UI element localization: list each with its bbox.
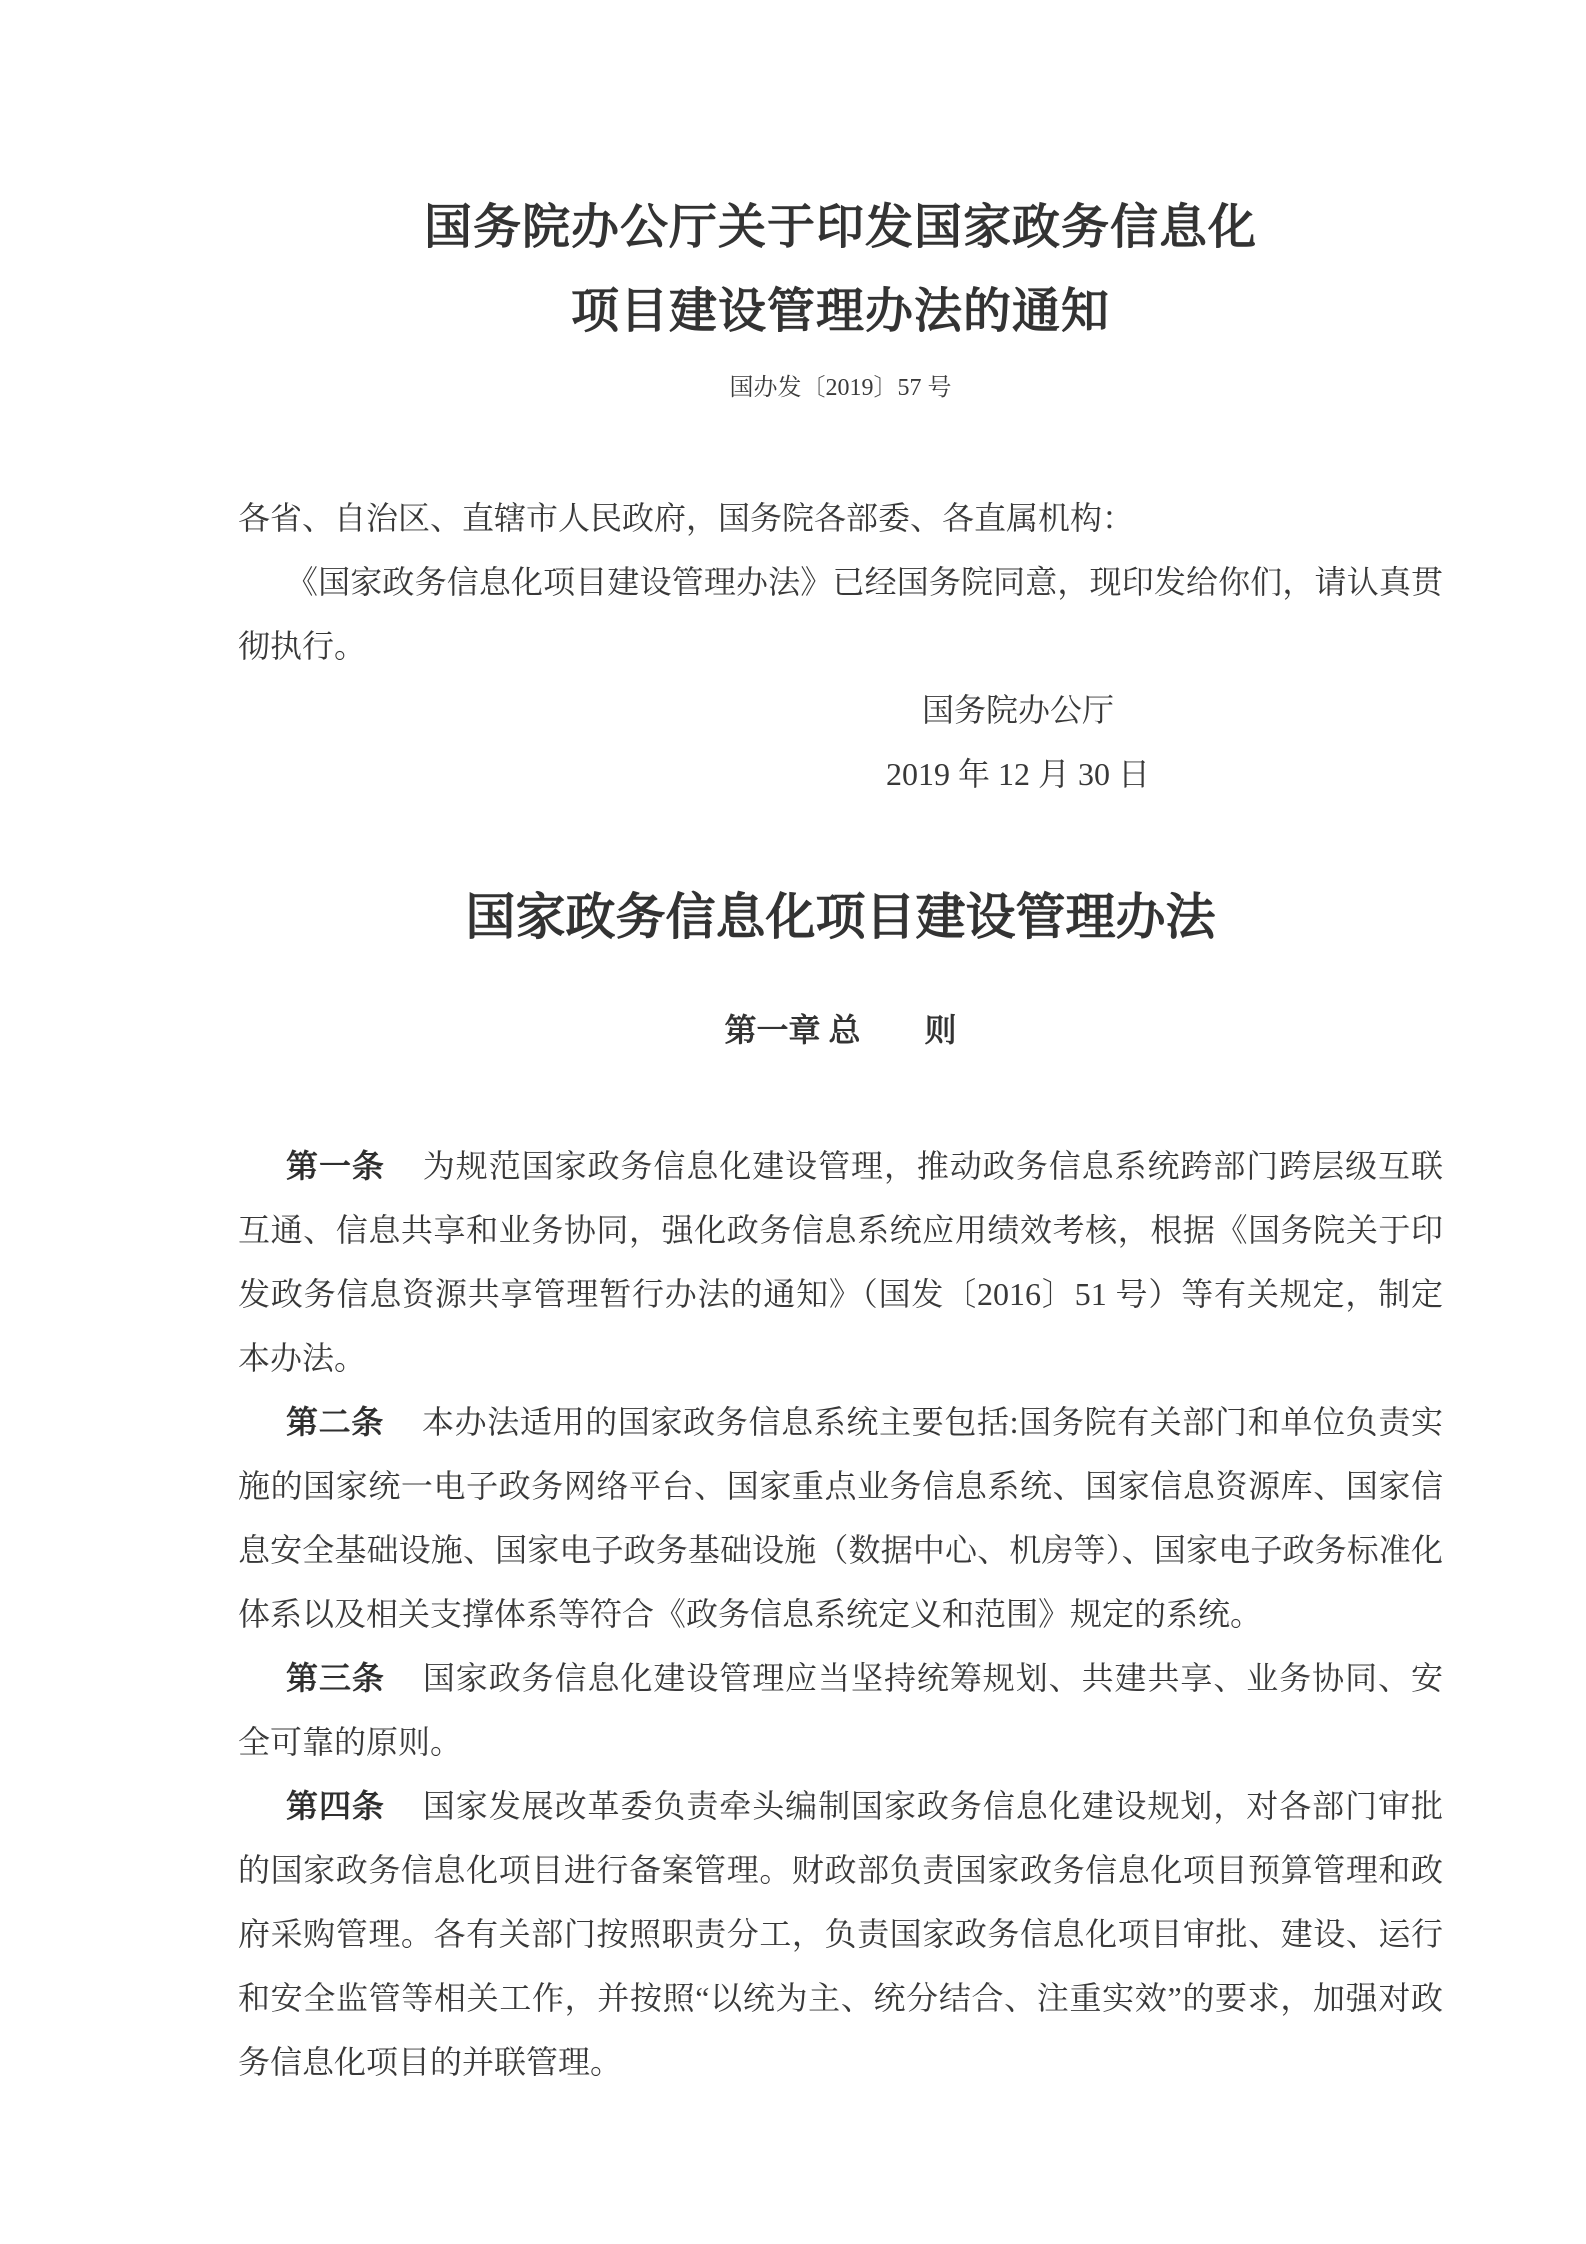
article-text: 国家发展改革委负责牵头编制国家政务信息化建设规划，对各部门审批的国家政务信息化项目进行备案管理。财政部负责国家政务信息化项目预算管理和政府采购管理。各有关部门按照职责分工，负责国家政务信息化项目审批、建设、运行和安全监管等相关工作，并按照“以统为主、统分结合、注重实效”的要求，加强对政务信息化项目的并联管理。 (238, 1788, 1443, 2080)
article-label: 第一条 (286, 1148, 385, 1184)
article-paragraph-2 (238, 1390, 1443, 1646)
signature-block (238, 678, 1443, 806)
notice-title-line-1: 国务院办公厅关于印发国家政务信息化 (423, 201, 1257, 254)
chapter-heading: 第一章 总 则 (724, 1012, 957, 1048)
articles-section (238, 1134, 1443, 2094)
notice-title (238, 186, 1443, 354)
notice-title-line-2: 项目建设管理办法的通知 (570, 285, 1110, 338)
salutation-line: 各省、自治区、直辖市人民政府，国务院各部委、各直属机构： (238, 500, 1135, 536)
article-label: 第二条 (286, 1404, 384, 1440)
article-text: 本办法适用的国家政务信息系统主要包括:国务院有关部门和单位负责实施的国家统一电子政务网络平台、国家重点业务信息系统、国家信息资源库、国家信息安全基础设施、国家电子政务基础设施（数据中心、机房等）、国家电子政务标准化体系以及相关支撑体系等符合《政务信息系统定义和范围》规定的系统。 (238, 1404, 1443, 1632)
article-text: 为规范国家政务信息化建设管理，推动政务信息系统跨部门跨层级互联互通、信息共享和业务协同，强化政务信息系统应用绩效考核，根据《国务院关于印发政务信息资源共享管理暂行办法的通知》（国发〔2016〕51 号）等有关规定，制定本办法。 (238, 1148, 1443, 1376)
article-paragraph-1 (238, 1134, 1443, 1390)
regulation-title: 国家政务信息化项目建设管理办法 (465, 889, 1216, 945)
issue-date: 2019 年 12 月 30 日 (885, 756, 1150, 792)
article-label: 第三条 (286, 1660, 385, 1696)
article-text: 国家政务信息化建设管理应当坚持统筹规划、共建共享、业务协同、安全可靠的原则。 (238, 1660, 1443, 1760)
article-paragraph-4 (238, 1774, 1443, 2094)
issuer-name: 国务院办公厅 (921, 692, 1114, 728)
document-number: 国办发〔2019〕57 号 (729, 375, 952, 401)
article-paragraph-3 (238, 1646, 1443, 1774)
notice-body-paragraph: 《国家政务信息化项目建设管理办法》已经国务院同意，现印发给你们，请认真贯彻执行。 (238, 564, 1443, 664)
article-label: 第四条 (286, 1788, 385, 1824)
